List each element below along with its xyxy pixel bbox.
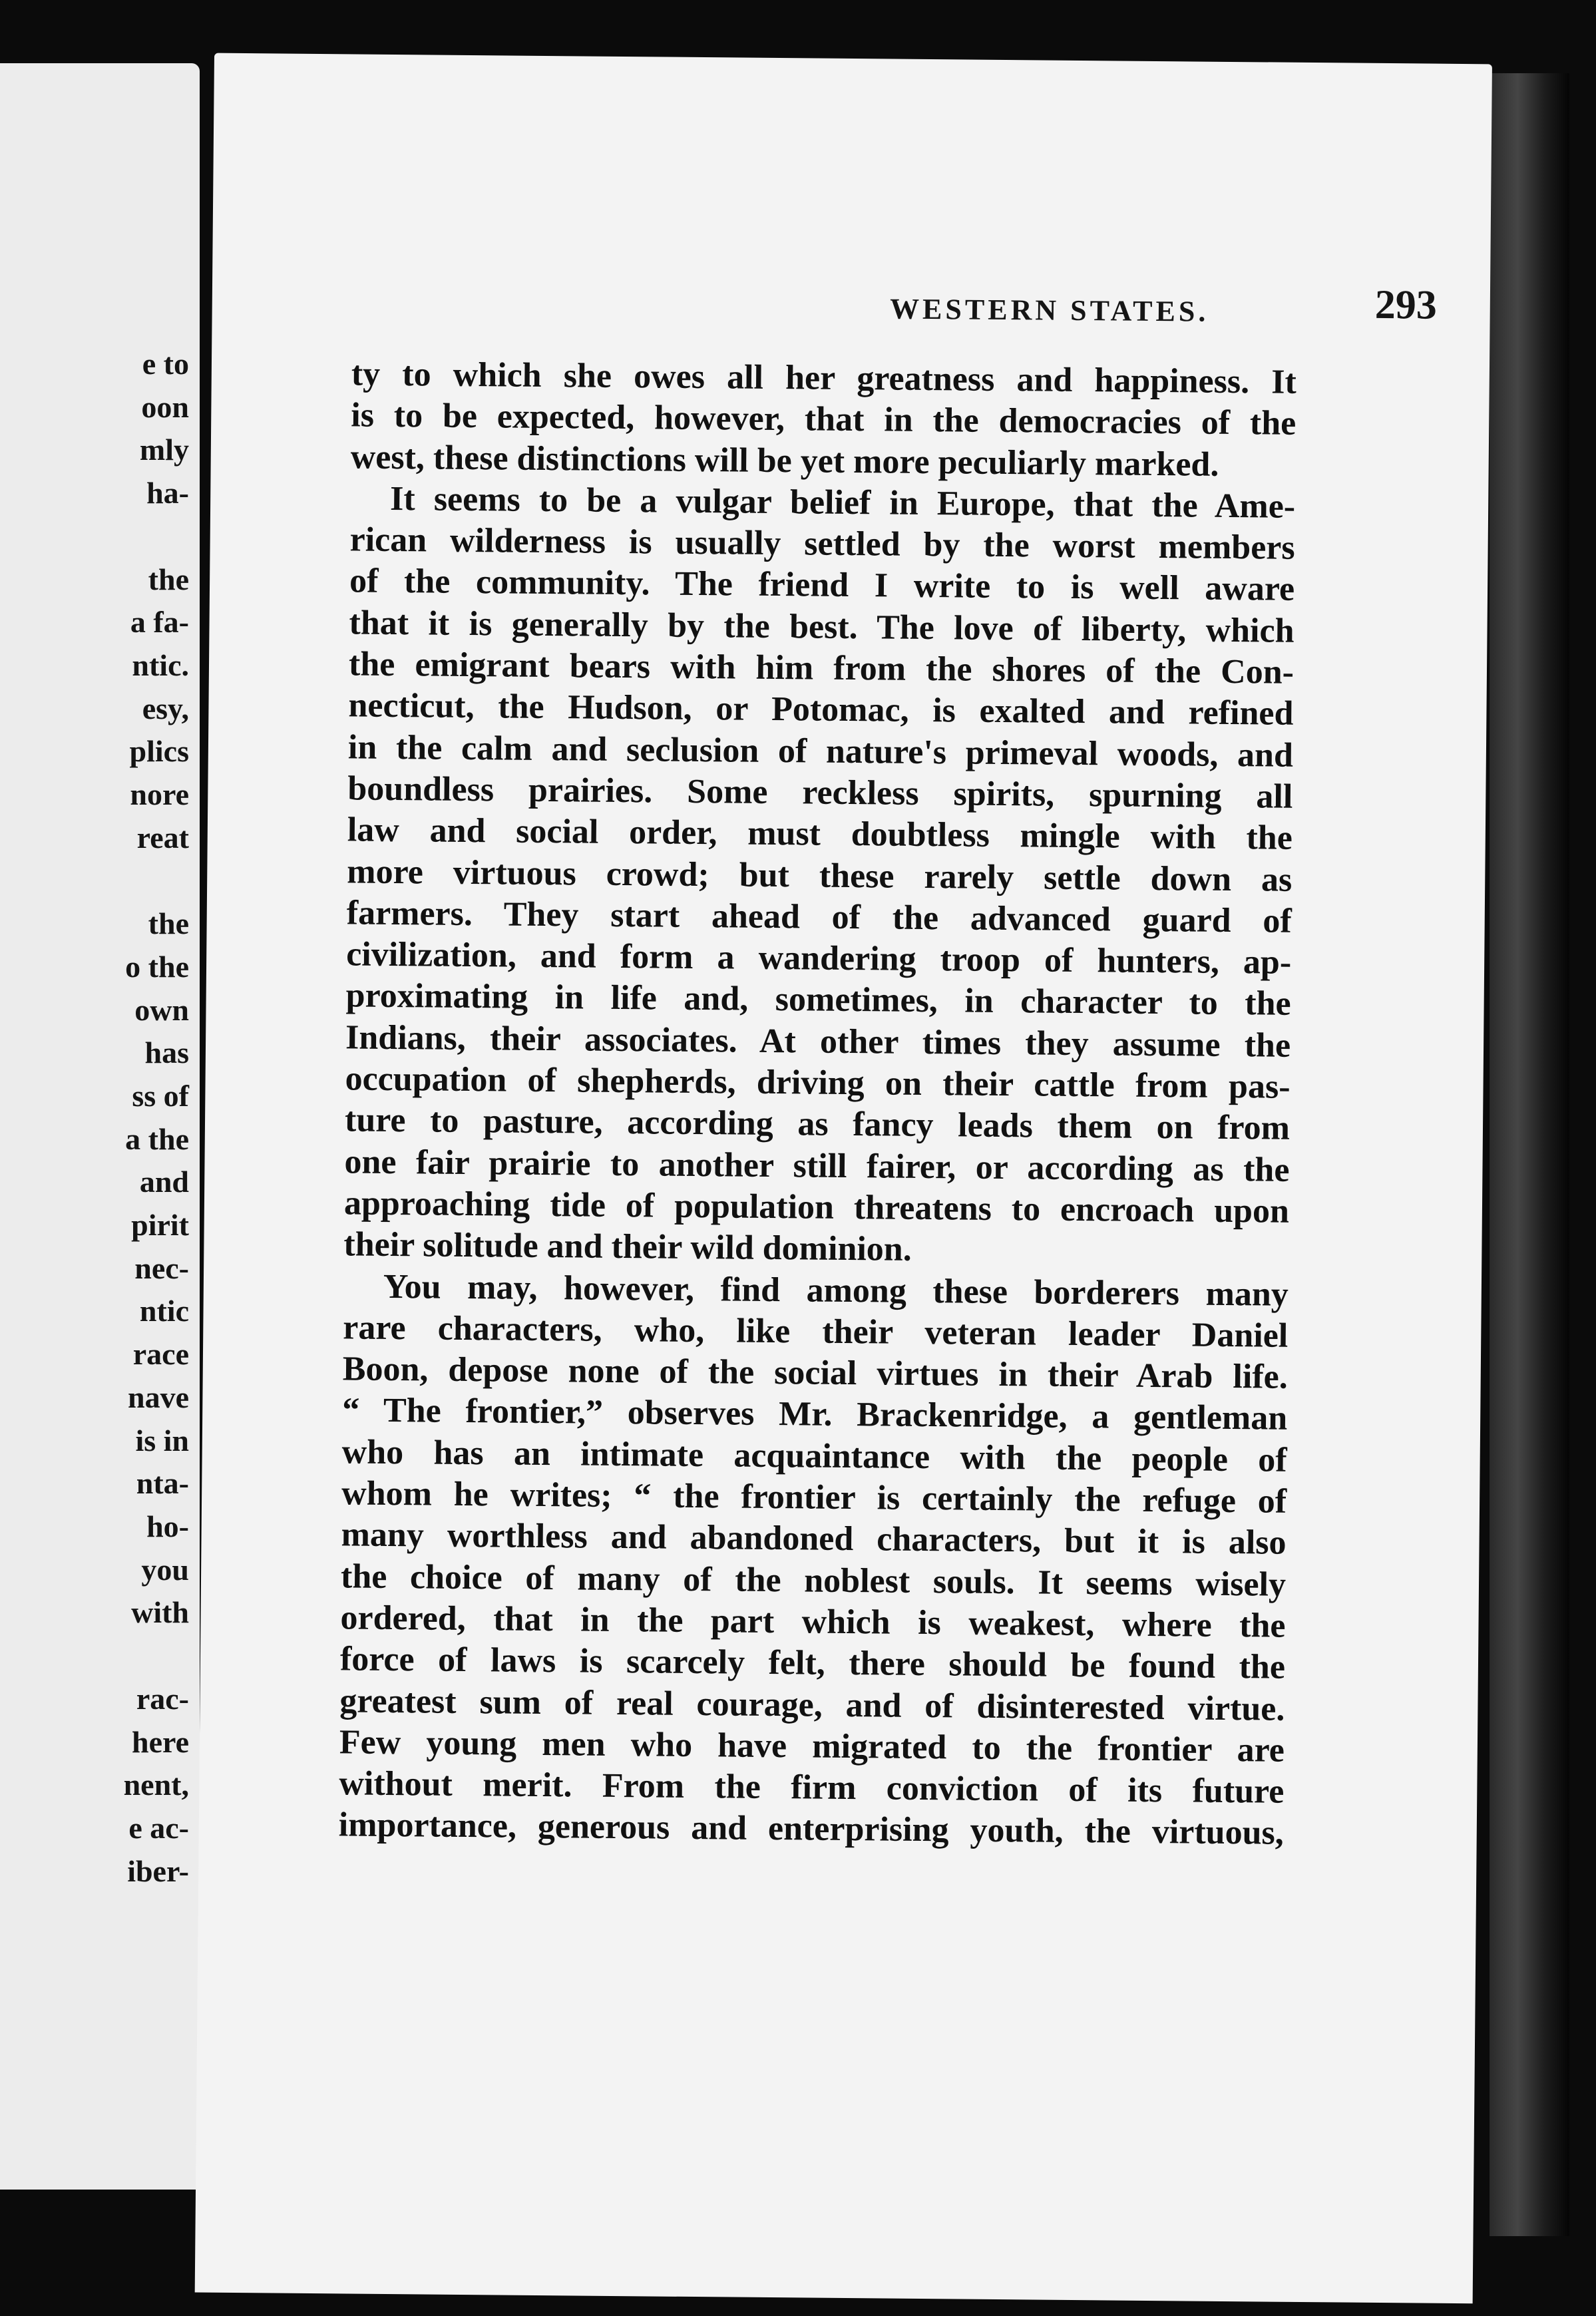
fragment-line: esy,: [142, 691, 189, 725]
fragment-line: here: [131, 1724, 189, 1759]
text-line: importance, generous and enterprising youth, the virtuous,: [338, 1806, 1285, 1853]
fragment-line: mly: [139, 433, 189, 467]
fragment-line: is in: [135, 1423, 189, 1457]
text-line: approaching tide of population threatens to encroach upon: [343, 1184, 1290, 1231]
fragment-line: ha-: [146, 476, 189, 510]
text-line: the emigrant bears with him from the shores of the Con-: [348, 645, 1295, 691]
fragment-line: nta-: [136, 1466, 189, 1501]
facing-page-text-fragments: [124, 343, 189, 1893]
book-page: [195, 53, 1492, 2304]
fragment-line: o the: [125, 949, 189, 984]
text-line: one fair prairie to another still fairer, or according as the: [344, 1143, 1290, 1189]
fragment-line: e ac-: [128, 1810, 189, 1845]
text-line: ordered, that in the part which is weakest, where the: [340, 1599, 1286, 1645]
fragment-line: ntic: [139, 1294, 189, 1328]
fragment-line: plics: [129, 734, 189, 769]
text-line: You may, however, find among these borderers many: [383, 1267, 1289, 1314]
fragment-line: nave: [128, 1380, 189, 1414]
fragment-line: has: [144, 1036, 189, 1070]
fragment-line: [124, 859, 189, 902]
text-line: in the calm and seclusion of nature's primeval woods, and: [347, 728, 1294, 775]
text-line: civilization, and form a wandering troop of hunters, ap-: [345, 935, 1292, 982]
text-line: necticut, the Hudson, or Potomac, is exalted and refined: [348, 686, 1294, 733]
text-line: of the community. The friend I write to is well aware: [349, 562, 1295, 609]
fragment-line: iber-: [127, 1853, 189, 1888]
text-line: boundless prairies. Some reckless spirits, spurning all: [347, 769, 1293, 816]
text-line: law and social order, must doubtless mingle with the: [347, 811, 1293, 858]
page-number: 293: [1374, 282, 1438, 328]
text-line: more virtuous crowd; but these rarely settle down as: [347, 852, 1293, 899]
text-line: their solitude and their wild dominion.: [343, 1225, 912, 1269]
fragment-line: race: [132, 1337, 189, 1372]
text-line: many worthless and abandoned characters, but it is also: [341, 1515, 1287, 1563]
text-line: rare characters, who, like their veteran leader Daniel: [343, 1308, 1289, 1355]
fragment-line: e to: [142, 347, 189, 381]
fragment-line: own: [134, 992, 189, 1027]
fragment-line: a fa-: [130, 605, 189, 640]
text-line: ty to which she owes all her greatness and happiness. It: [351, 355, 1297, 401]
text-line: occupation of shepherds, driving on their cattle from pas-: [345, 1060, 1291, 1106]
text-line: farmers. They start ahead of the advanced guard of: [346, 894, 1292, 940]
fragment-line: and: [139, 1165, 189, 1199]
text-line: the choice of many of the noblest souls. It seems wisely: [340, 1557, 1287, 1604]
fragment-line: the: [148, 562, 189, 596]
fragment-line: nec-: [134, 1251, 189, 1285]
fragment-line: rac-: [136, 1681, 189, 1716]
text-line: “ The frontier,” observes Mr. Brackenridge, a gentleman: [341, 1391, 1288, 1438]
fragment-line: with: [131, 1595, 189, 1630]
text-line: greatest sum of real courage, and of disinterested virtue.: [339, 1681, 1285, 1728]
text-line: It seems to be a vulgar belief in Europe, that the Ame-: [389, 479, 1296, 526]
text-line: rican wilderness is usually settled by the worst members: [349, 520, 1295, 568]
text-line: Indians, their associates. At other times they assume the: [345, 1018, 1291, 1065]
fragment-line: oon: [141, 389, 189, 424]
text-line: west, these distinctions will be yet more peculiarly marked.: [350, 438, 1219, 484]
text-line: Boon, depose none of the social virtues in their Arab life.: [342, 1350, 1288, 1396]
text-line: Few young men who have migrated to the frontier are: [339, 1723, 1285, 1770]
body-text: [339, 353, 1297, 1854]
fragment-line: you: [141, 1552, 189, 1587]
fragment-line: [124, 1635, 189, 1678]
running-head: WESTERN STATES.: [889, 292, 1209, 328]
fragment-line: pirit: [131, 1208, 189, 1243]
text-line: force of laws is scarcely felt, there should be found the: [339, 1640, 1286, 1686]
text-line: ture to pasture, according as fancy leads them on from: [344, 1101, 1291, 1148]
text-line: who has an intimate acquaintance with the people of: [341, 1433, 1287, 1479]
text-line: is to be expected, however, that in the democracies of the: [351, 396, 1297, 443]
text-line: that it is generally by the best. The love of liberty, which: [349, 604, 1295, 650]
page-edge-shadow: [1490, 73, 1569, 2236]
text-line: without merit. From the firm conviction of its future: [339, 1764, 1285, 1811]
fragment-line: the: [148, 906, 189, 941]
fragment-line: a the: [125, 1121, 189, 1156]
fragment-line: [124, 515, 189, 558]
fragment-line: nent,: [123, 1768, 189, 1802]
fragment-line: reat: [136, 820, 189, 855]
fragment-line: ss of: [132, 1078, 189, 1113]
text-line: whom he writes; “ the frontier is certainly the refuge of: [341, 1474, 1287, 1521]
fragment-line: ntic.: [132, 648, 189, 682]
fragment-line: ho-: [146, 1509, 189, 1543]
text-line: proximating in life and, sometimes, in character to the: [345, 976, 1291, 1024]
facing-page-left: [0, 63, 200, 2190]
fragment-line: nore: [130, 777, 189, 812]
